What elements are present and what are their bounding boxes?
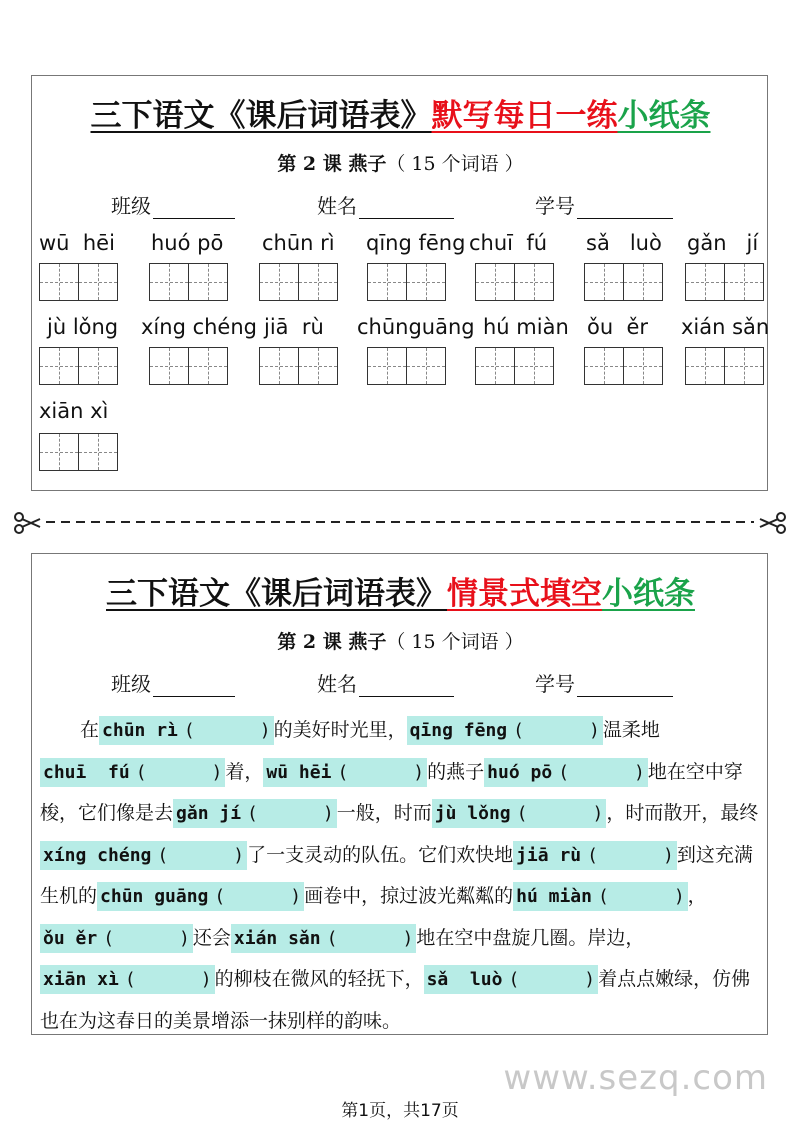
writing-cell[interactable] (584, 263, 624, 301)
writing-cell[interactable] (514, 347, 554, 385)
pinyin-label: gǎn jí (687, 231, 759, 255)
pinyin-prompt: xián sǎn (231, 924, 324, 953)
pinyin-label: chuī fú (469, 231, 548, 255)
writing-grid[interactable] (39, 263, 117, 301)
writing-cell[interactable] (188, 263, 228, 301)
page-number: 第1页，共17页 (341, 1101, 459, 1121)
writing-grid[interactable] (367, 263, 445, 301)
writing-cell[interactable] (78, 347, 118, 385)
lesson-heading (32, 627, 769, 654)
answer-blank[interactable]: ( ) (211, 882, 304, 911)
passage-text: 一般，时而 (336, 802, 432, 824)
pinyin-label: wū hēi (39, 231, 115, 255)
passage-text: 的燕子 (427, 760, 485, 783)
passage-text: 着， (225, 760, 264, 783)
pinyin-prompt: wū hēi (263, 758, 334, 787)
writing-grid[interactable] (259, 347, 337, 385)
pinyin-label: sǎ luò (586, 231, 662, 255)
pinyin-prompt: huó pō (484, 758, 555, 787)
passage-text: 了一支灵动的队伍。它们欢快地 (247, 843, 514, 866)
writing-cell[interactable] (724, 347, 764, 385)
name-label: 姓名 (317, 194, 357, 218)
dictation-card (31, 75, 768, 491)
passage-text: 到这充满生机的 (40, 843, 753, 907)
cut-line (10, 510, 790, 534)
writing-cell[interactable] (78, 433, 118, 471)
name-field[interactable] (317, 190, 454, 219)
passage-text: ， (687, 885, 707, 907)
watermark-site: www.sezq.com (503, 1058, 768, 1098)
writing-grid[interactable] (259, 263, 337, 301)
answer-blank[interactable]: ( ) (334, 758, 427, 787)
student-id-label: 学号 (535, 194, 575, 218)
answer-blank[interactable]: ( ) (595, 882, 688, 911)
pinyin-prompt: chūn guāng (97, 882, 211, 911)
answer-blank[interactable]: ( ) (122, 965, 215, 994)
class-label: 班级 (111, 672, 151, 696)
passage-text: ，时而散开，最终 (606, 802, 759, 824)
passage-text: 的美好时光里， (273, 719, 407, 741)
pinyin-prompt: chuī fú (40, 758, 133, 787)
writing-cell[interactable] (685, 347, 725, 385)
student-id-label: 学号 (535, 672, 575, 696)
writing-grid[interactable] (39, 347, 117, 385)
pinyin-label: xián sǎn (681, 315, 770, 339)
writing-cell[interactable] (475, 347, 515, 385)
title-part-2: 默写每日一练 (431, 98, 618, 134)
pinyin-prompt: gǎn jí (173, 799, 244, 828)
answer-blank[interactable]: ( ) (100, 924, 193, 953)
pinyin-prompt: jiā rù (513, 841, 584, 870)
writing-cell[interactable] (406, 347, 446, 385)
pinyin-label: xíng chéng (141, 315, 257, 339)
writing-cell[interactable] (259, 263, 299, 301)
pinyin-prompt: xíng chéng (40, 841, 154, 870)
student-id-field[interactable] (535, 190, 673, 219)
title-part-1: 三下语文《课后词语表》 (106, 576, 447, 612)
writing-grid[interactable] (685, 263, 763, 301)
writing-cell[interactable] (188, 347, 228, 385)
passage-text: 还会 (192, 926, 231, 949)
answer-blank[interactable]: ( ) (584, 841, 677, 870)
pinyin-prompt: hú miàn (513, 882, 595, 911)
answer-blank[interactable]: ( ) (510, 716, 603, 745)
pinyin-label: qīng fēng (366, 231, 466, 255)
pinyin-prompt: chūn rì (99, 716, 181, 745)
title-part-1: 三下语文《课后词语表》 (90, 98, 432, 134)
writing-cell[interactable] (39, 433, 79, 471)
pinyin-label: hú miàn (483, 315, 569, 339)
pinyin-prompt: qīng fēng (407, 716, 511, 745)
answer-blank[interactable]: ( ) (133, 758, 226, 787)
writing-grid[interactable] (475, 263, 553, 301)
lesson-name: 第 2 课 燕子 (277, 153, 387, 175)
pinyin-label: jiā rù (264, 315, 324, 339)
passage-text: 温柔地 (602, 719, 660, 741)
writing-cell[interactable] (259, 347, 299, 385)
writing-cell[interactable] (298, 347, 338, 385)
writing-cell[interactable] (623, 263, 663, 301)
writing-grid[interactable] (584, 347, 662, 385)
writing-grid[interactable] (149, 347, 227, 385)
passage-text: 着点点嫩绿，仿佛也在为这春日的美景增添一抹别样的韵味。 (40, 968, 751, 1032)
student-id-field[interactable] (535, 668, 673, 697)
lesson-heading (32, 149, 769, 176)
writing-cell[interactable] (406, 263, 446, 301)
writing-cell[interactable] (724, 263, 764, 301)
pinyin-prompt: ǒu ěr (40, 924, 100, 953)
pinyin-label: jù lǒng (47, 315, 119, 339)
writing-cell[interactable] (39, 263, 79, 301)
writing-cell[interactable] (39, 347, 79, 385)
writing-grid[interactable] (39, 433, 117, 471)
scissors-icon (15, 513, 40, 533)
answer-blank[interactable]: ( ) (181, 716, 274, 745)
writing-cell[interactable] (685, 263, 725, 301)
writing-cell[interactable] (78, 263, 118, 301)
answer-blank[interactable]: ( ) (514, 799, 607, 828)
card-title (32, 90, 769, 135)
pinyin-prompt: jù lǒng (432, 799, 514, 828)
writing-grid[interactable] (685, 347, 763, 385)
writing-cell[interactable] (584, 347, 624, 385)
lesson-count: （ 15 个词语 ） (386, 631, 524, 653)
fill-in-passage (40, 710, 762, 1042)
writing-cell[interactable] (298, 263, 338, 301)
name-label: 姓名 (317, 672, 357, 696)
writing-cell[interactable] (367, 263, 407, 301)
pinyin-label: chūn rì (262, 231, 335, 255)
name-field[interactable] (317, 668, 454, 697)
passage-text: 的柳枝在微风的轻抚下， (214, 968, 424, 990)
passage-text: 画卷中，掠过波光粼粼的 (304, 885, 514, 907)
writing-cell[interactable] (475, 263, 515, 301)
answer-blank[interactable]: ( ) (505, 965, 598, 994)
pinyin-label: huó pō (151, 231, 224, 255)
writing-cell[interactable] (623, 347, 663, 385)
title-part-3: 小纸条 (602, 576, 695, 612)
class-field[interactable] (111, 668, 235, 697)
writing-grid[interactable] (149, 263, 227, 301)
pinyin-prompt: xiān xì (40, 965, 122, 994)
class-field[interactable] (111, 190, 235, 219)
lesson-name: 第 2 课 燕子 (277, 631, 387, 653)
writing-grid[interactable] (475, 347, 553, 385)
pinyin-label: xiān xì (39, 399, 109, 423)
answer-blank[interactable]: ( ) (244, 799, 337, 828)
passage-text: 地在空中盘旋几圈。岸边， (416, 926, 645, 949)
title-part-2: 情景式填空 (447, 576, 602, 612)
card-title (32, 568, 769, 613)
lesson-count: （ 15 个词语 ） (386, 153, 524, 175)
writing-cell[interactable] (149, 347, 189, 385)
passage-text: 在 (80, 719, 100, 741)
answer-blank[interactable]: ( ) (555, 758, 648, 787)
scissors-icon (760, 513, 785, 533)
answer-blank[interactable]: ( ) (154, 841, 247, 870)
class-label: 班级 (111, 194, 151, 218)
title-part-3: 小纸条 (617, 98, 711, 134)
answer-blank[interactable]: ( ) (324, 924, 417, 953)
writing-cell[interactable] (367, 347, 407, 385)
writing-grid[interactable] (584, 263, 662, 301)
writing-cell[interactable] (514, 263, 554, 301)
writing-cell[interactable] (149, 263, 189, 301)
passage-text: 地在空中穿梭，它们像是去 (40, 760, 743, 824)
writing-grid[interactable] (367, 347, 445, 385)
pinyin-label: chūnguāng (357, 315, 475, 339)
pinyin-prompt: sǎ luò (424, 965, 506, 994)
fill-in-card (31, 553, 768, 1035)
pinyin-label: ǒu ěr (587, 315, 649, 339)
